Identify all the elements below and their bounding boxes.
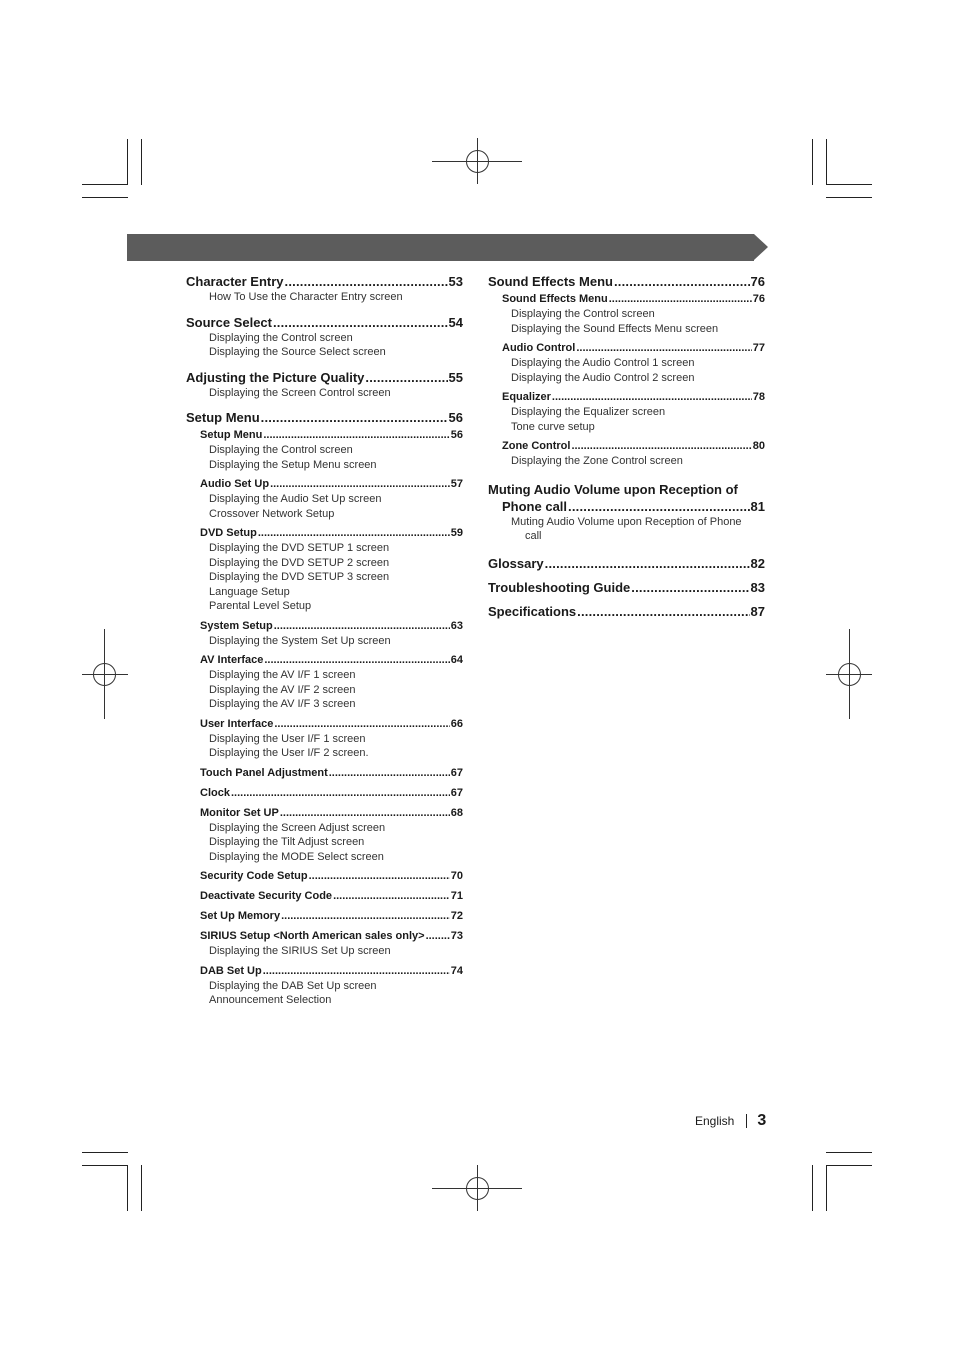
toc-subentry[interactable] (200, 909, 463, 924)
toc-subentry-title: Equalizer (502, 391, 551, 403)
toc-line: Displaying the Control screen (511, 308, 655, 320)
dot-leader (426, 929, 450, 944)
toc-section (186, 314, 463, 360)
toc-line: Crossover Network Setup (209, 507, 335, 520)
toc-subentry[interactable] (200, 869, 463, 884)
crop-mark (812, 1165, 813, 1211)
toc-subentry[interactable] (200, 929, 463, 944)
dot-leader (273, 314, 448, 331)
crop-mark (826, 1165, 872, 1166)
toc-line: Displaying the Control screen (209, 444, 353, 456)
toc-subentry-title: Audio Control (502, 342, 576, 354)
toc-subentry-page: 56 (450, 429, 463, 441)
toc-line: Displaying the Screen Control screen (209, 386, 391, 399)
dot-leader (568, 498, 750, 515)
toc-line: Displaying the SIRIUS Set Up screen (209, 945, 391, 957)
dot-leader (552, 390, 752, 405)
toc-subentry-title: Zone Control (502, 440, 571, 452)
toc-entry-title: Glossary (488, 555, 544, 571)
toc-entry-title: Phone call (502, 498, 568, 514)
toc-entry[interactable] (186, 314, 463, 331)
crop-mark (82, 184, 128, 185)
toc-line: Displaying the Audio Control 1 screen (511, 357, 695, 369)
toc-line: Displaying the Audio Control 2 screen (511, 371, 695, 384)
toc-subentry-title: Audio Set Up (200, 478, 270, 490)
toc-line: Displaying the DAB Set Up screen (209, 979, 377, 992)
dot-leader (576, 341, 751, 356)
crop-mark (141, 139, 142, 185)
toc-subentry-title: AV Interface (200, 654, 264, 666)
toc-subentry[interactable] (200, 428, 463, 443)
toc-line: Displaying the Equalizer screen (511, 406, 666, 418)
toc-entry-page: 56 (448, 410, 463, 425)
dot-leader (309, 869, 450, 884)
page-footer (695, 1110, 766, 1132)
toc-subentry-page: 59 (450, 527, 463, 539)
registration-mark-top (432, 138, 522, 184)
toc-entry-title: Setup Menu (186, 410, 260, 425)
dot-leader (258, 526, 450, 541)
toc-subentry[interactable] (200, 786, 463, 801)
crop-mark (826, 1152, 872, 1153)
toc-line: Displaying the Sound Effects Menu screen (511, 322, 719, 335)
registration-mark-left (82, 629, 128, 719)
toc-entry-title: Troubleshooting Guide (488, 579, 631, 595)
toc-entry-title-line-1[interactable]: Muting Audio Volume upon Reception of (488, 481, 738, 497)
dot-leader (571, 439, 751, 454)
toc-section (488, 579, 765, 596)
dot-leader (614, 273, 750, 290)
toc-line: Displaying the Control screen (209, 331, 353, 344)
toc-section (186, 409, 463, 1008)
toc-entry[interactable] (186, 273, 463, 290)
toc-entry[interactable] (186, 369, 463, 386)
toc-section (488, 555, 765, 572)
toc-subentry[interactable] (502, 390, 765, 405)
footer-language: English (695, 1114, 735, 1128)
crop-mark (82, 1165, 128, 1166)
crop-mark (82, 197, 128, 198)
toc-subentry-page: 76 (752, 293, 765, 305)
header-banner (127, 234, 768, 261)
dot-leader (270, 477, 450, 492)
toc-subentry-page: 68 (450, 806, 463, 819)
toc-line: Parental Level Setup (209, 600, 312, 612)
toc-subentry[interactable] (502, 292, 765, 307)
toc-line: Displaying the User I/F 2 screen. (209, 747, 369, 759)
toc-line: Displaying the User I/F 1 screen (209, 732, 366, 745)
toc-subentry[interactable] (200, 477, 463, 492)
toc-entry[interactable] (488, 273, 765, 290)
banner-arrow (754, 234, 768, 260)
toc-line: Muting Audio Volume upon Reception of Phone (511, 515, 742, 528)
dot-leader (274, 717, 449, 732)
crop-mark (826, 139, 827, 185)
dot-leader (264, 653, 449, 668)
toc-subentry[interactable] (200, 653, 463, 668)
toc-line: Displaying the Audio Set Up screen (209, 493, 382, 505)
toc-subentry-page: 66 (450, 717, 463, 730)
toc-subentry-page: 73 (450, 930, 463, 942)
toc-subentry[interactable] (200, 619, 463, 634)
toc-line: Displaying the DVD SETUP 2 screen (209, 556, 390, 569)
toc-subentry[interactable] (502, 439, 765, 454)
dot-leader (280, 806, 450, 821)
toc-entry-page: 54 (448, 314, 463, 330)
toc-subentry[interactable] (200, 717, 463, 732)
dot-leader (577, 603, 749, 620)
toc-line: Displaying the AV I/F 1 screen (209, 669, 356, 681)
toc-entry-page: 76 (750, 274, 765, 289)
toc-line: Displaying the MODE Select screen (209, 850, 384, 863)
toc-entry-page: 82 (750, 555, 765, 571)
dot-leader (281, 909, 450, 924)
toc-line: Displaying the Zone Control screen (511, 455, 683, 467)
toc-right-column (488, 273, 765, 629)
dot-leader (631, 579, 749, 596)
toc-subentry[interactable] (200, 806, 463, 821)
toc-subentry[interactable] (200, 964, 463, 979)
crop-mark (826, 1165, 827, 1211)
toc-subentry-page: 78 (752, 391, 765, 403)
dot-leader (263, 964, 450, 979)
dot-leader (329, 766, 450, 781)
toc-subentry-page: 71 (450, 890, 463, 902)
toc-line: Displaying the AV I/F 3 screen (209, 698, 356, 710)
dot-leader (274, 619, 450, 634)
dot-leader (609, 292, 752, 307)
toc-subentry-title: Clock (200, 786, 230, 799)
toc-line: Displaying the DVD SETUP 3 screen (209, 571, 390, 583)
toc-subentry[interactable] (200, 889, 463, 904)
toc-subentry-page: 77 (752, 342, 765, 354)
toc-line: How To Use the Character Entry screen (209, 291, 403, 303)
toc-subentry-title: Sound Effects Menu (502, 293, 608, 305)
toc-entry[interactable] (186, 409, 463, 426)
crop-mark (127, 139, 128, 185)
toc-entry-page: 87 (750, 603, 765, 619)
toc-subentry-title: Deactivate Security Code (200, 890, 333, 902)
dot-leader (263, 428, 449, 443)
banner-bar (127, 234, 754, 261)
toc-subentry-page: 67 (450, 766, 463, 779)
footer-separator (746, 1114, 747, 1128)
toc-line: Displaying the System Set Up screen (209, 634, 391, 647)
toc-subentry-page: 80 (752, 440, 765, 452)
toc-line: call (525, 529, 542, 542)
dot-leader (545, 555, 750, 572)
toc-subentry-title: Setup Menu (200, 429, 263, 441)
toc-line: Displaying the Tilt Adjust screen (209, 836, 365, 848)
toc-subentry-page: 57 (450, 478, 463, 490)
toc-entry-title: Sound Effects Menu (488, 274, 613, 289)
registration-mark-bottom (432, 1165, 522, 1211)
toc-entry[interactable] (488, 498, 765, 515)
registration-mark-right (826, 629, 872, 719)
toc-entry-title: Specifications (488, 603, 577, 619)
toc-subentry[interactable] (200, 766, 463, 781)
toc-entry-title: Source Select (186, 314, 272, 330)
toc-subentry-title: Set Up Memory (200, 910, 281, 922)
toc-subentry-title: System Setup (200, 619, 273, 632)
crop-mark (82, 1152, 128, 1153)
crop-mark (127, 1165, 128, 1211)
toc-subentry-page: 67 (450, 786, 463, 799)
toc-subentry[interactable] (200, 526, 463, 541)
toc-subentry-title: User Interface (200, 717, 274, 730)
page-number: 3 (757, 1112, 767, 1129)
toc-entry-title: Character Entry (186, 274, 284, 289)
toc-subentry[interactable] (502, 341, 765, 356)
crop-mark (812, 139, 813, 185)
crop-mark (141, 1165, 142, 1211)
dot-leader (285, 273, 448, 290)
toc-entry[interactable] (488, 555, 765, 572)
toc-subentry-title: DAB Set Up (200, 964, 262, 977)
toc-entry-page: 81 (750, 498, 765, 514)
toc-subentry-title: SIRIUS Setup <North American sales only> (200, 930, 425, 942)
toc-entry[interactable] (488, 579, 765, 596)
toc-entry-page: 53 (448, 274, 463, 289)
toc-subentry-page: 64 (450, 654, 463, 666)
toc-subentry-page: 74 (450, 964, 463, 977)
toc-entry[interactable] (488, 603, 765, 620)
toc-left-column (186, 273, 463, 1017)
dot-leader (261, 409, 448, 426)
dot-leader (231, 786, 450, 801)
toc-line: Language Setup (209, 585, 290, 598)
toc-section (488, 481, 765, 543)
dot-leader (333, 889, 450, 904)
crop-mark (826, 184, 872, 185)
toc-subentry-title: Security Code Setup (200, 870, 308, 882)
toc-line: Displaying the Source Select screen (209, 346, 386, 358)
crop-mark (826, 197, 872, 198)
toc-subentry-page: 63 (450, 619, 463, 632)
toc-line: Displaying the Screen Adjust screen (209, 821, 386, 834)
toc-line: Announcement Selection (209, 994, 332, 1006)
toc-entry-page: 55 (448, 369, 463, 385)
toc-section (488, 603, 765, 620)
dot-leader (365, 369, 447, 386)
toc-subentry-page: 70 (450, 870, 463, 882)
toc-subentry-page: 72 (450, 910, 463, 922)
toc-section (488, 273, 765, 469)
toc-line: Displaying the AV I/F 2 screen (209, 683, 356, 696)
toc-entry-title: Adjusting the Picture Quality (186, 369, 365, 385)
toc-subentry-title: DVD Setup (200, 527, 257, 539)
toc-line: Displaying the Setup Menu screen (209, 458, 377, 471)
toc-line: Tone curve setup (511, 420, 595, 433)
toc-line: Displaying the DVD SETUP 1 screen (209, 542, 390, 554)
toc-section (186, 273, 463, 305)
toc-subentry-title: Touch Panel Adjustment (200, 766, 328, 779)
toc-entry-page: 83 (750, 579, 765, 595)
toc-section (186, 369, 463, 401)
toc-subentry-title: Monitor Set UP (200, 806, 279, 819)
